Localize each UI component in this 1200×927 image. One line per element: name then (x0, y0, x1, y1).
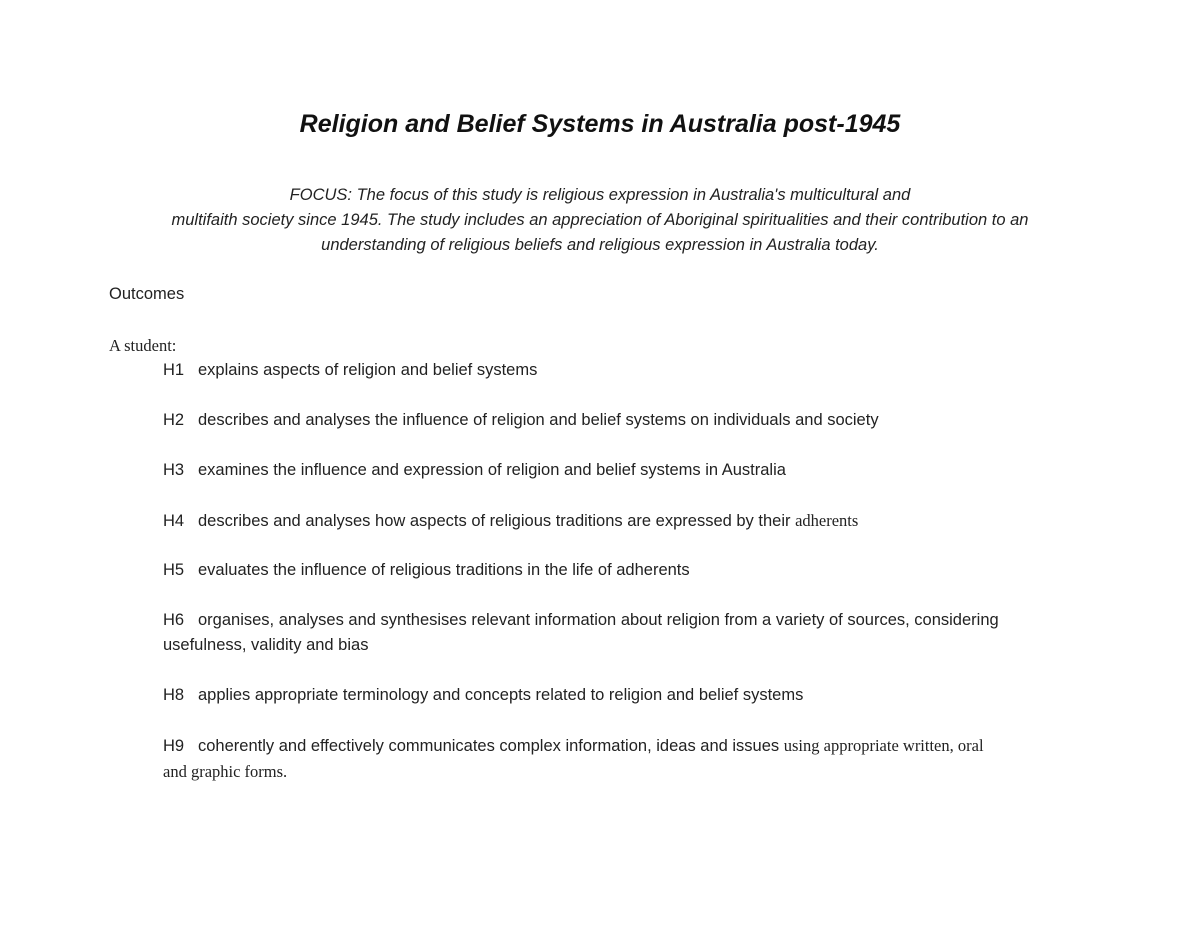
outcome-text-serif: adherents (795, 511, 859, 530)
document-title: Religion and Belief Systems in Australia post-1945 (299, 110, 901, 138)
outcome-h4 (163, 508, 1103, 534)
outcome-code: H2 (163, 411, 185, 429)
outcome-h5 (163, 558, 1103, 583)
outcome-code: H5 (163, 561, 185, 579)
focus-line-1: FOCUS: The focus of this study is religious expression in Australia's multicultural and (289, 186, 911, 204)
outcome-text-serif: using appropriate written, oral (783, 736, 984, 755)
outcome-h9 (163, 733, 1103, 784)
outcome-text: explains aspects of religion and belief systems (198, 361, 538, 379)
outcomes-heading: Outcomes (109, 285, 185, 303)
outcome-text-line2: usefulness, validity and bias (163, 636, 369, 654)
outcome-code: H1 (163, 361, 185, 379)
outcome-h6 (163, 608, 1103, 658)
outcome-code: H9 (163, 737, 185, 755)
outcome-code: H6 (163, 611, 185, 629)
focus-statement (100, 183, 1100, 258)
outcome-text: examines the influence and expression of religion and belief systems in Australia (198, 461, 786, 479)
outcome-text: organises, analyses and synthesises relevant information about religion from a variety of sources, considering (198, 611, 999, 629)
outcome-text: applies appropriate terminology and concepts related to religion and belief systems (198, 686, 804, 704)
outcome-text-line2: and graphic forms. (163, 762, 288, 781)
outcome-h3 (163, 458, 1103, 483)
outcome-text: describes and analyses how aspects of religious traditions are expressed by their (198, 512, 791, 530)
outcome-text: describes and analyses the influence of religion and belief systems on individuals and society (198, 411, 879, 429)
outcome-code: H4 (163, 512, 185, 530)
outcome-code: H3 (163, 461, 185, 479)
outcome-code: H8 (163, 686, 185, 704)
outcome-h8 (163, 683, 1103, 708)
outcome-text: coherently and effectively communicates complex information, ideas and issues (198, 737, 780, 755)
focus-line-3: understanding of religious beliefs and religious expression in Australia today. (321, 236, 879, 254)
outcome-text: evaluates the influence of religious traditions in the life of adherents (198, 561, 690, 579)
outcome-h2 (163, 408, 1103, 433)
focus-line-2: multifaith society since 1945. The study includes an appreciation of Aboriginal spiritualities and their contribution to an (171, 211, 1029, 229)
outcome-h1 (163, 358, 1103, 383)
student-label: A student: (109, 336, 177, 355)
